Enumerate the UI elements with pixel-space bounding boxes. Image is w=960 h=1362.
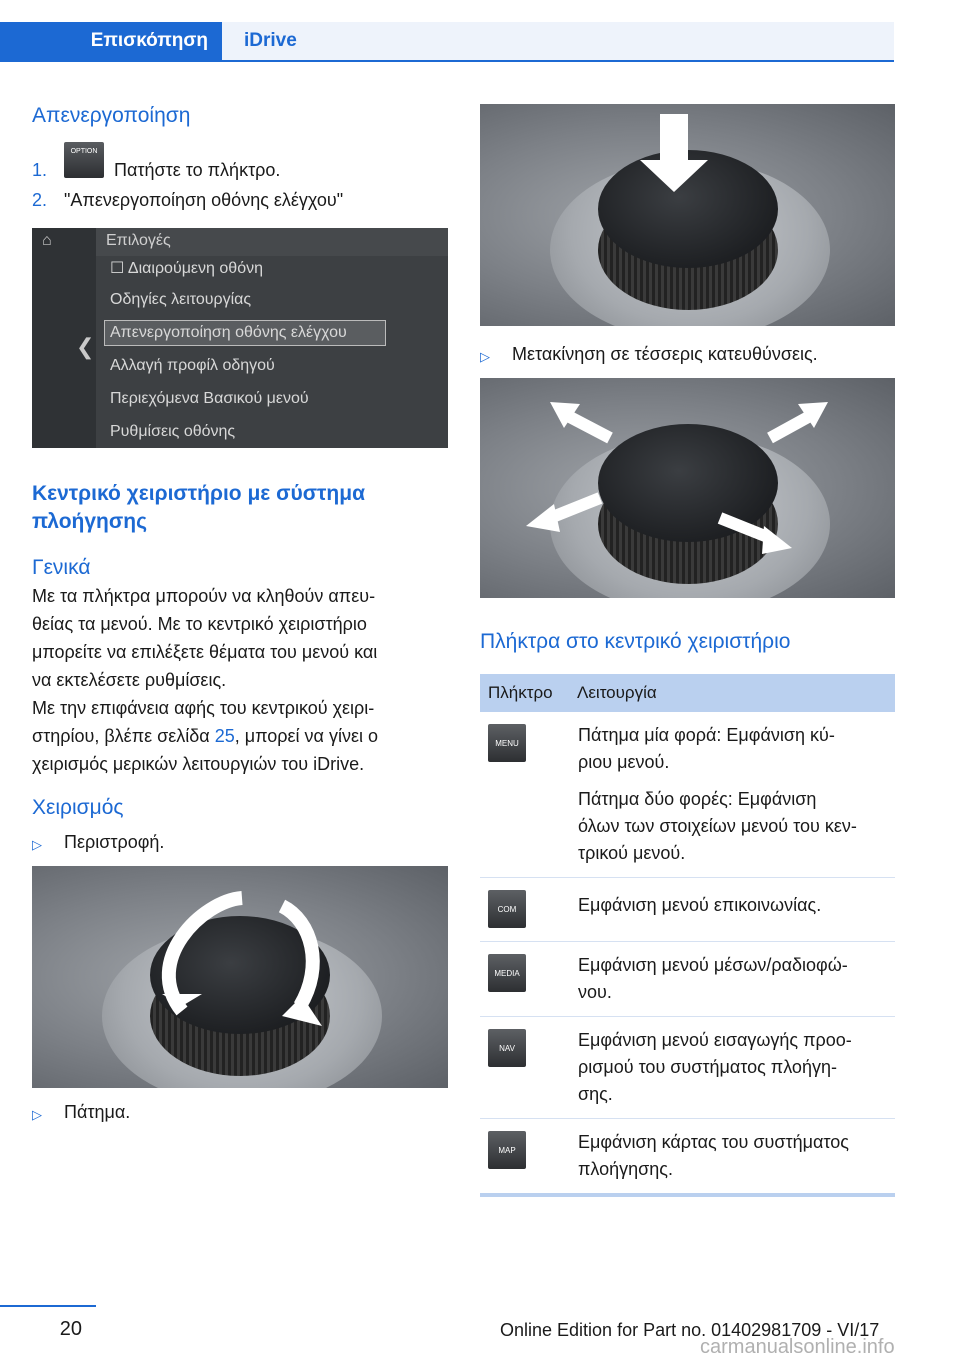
row-description: Πάτημα μία φορά: Εμφάνιση κύ- ριου μενού. Πάτημα δύο φορές: Εμφάνιση όλων των στοιχείων μενού του κεν- τρικού μενού. xyxy=(578,725,857,863)
step-number: 1. xyxy=(32,160,48,180)
menu-item-split-screen: ☐ Διαιρούμενη οθόνη xyxy=(110,260,263,277)
column-header-key: Πλήκτρο xyxy=(488,683,553,702)
menu-button-icon: MENU xyxy=(488,724,526,762)
screen-title: Επιλογές xyxy=(106,232,171,249)
menu-item-driver-profile: Αλλαγή προφίλ οδηγού xyxy=(110,357,275,374)
general-paragraph-2: Με την επιφάνεια αφής του κεντρικού χειρι- στηρίου, βλέπε σελίδα 25, μπορεί να γίνει ο χειρισμός μερικών λειτουργιών του iDrive. xyxy=(32,698,379,774)
menu-item-display-off: Απενεργοποίηση οθόνης ελέγχου xyxy=(110,324,347,341)
screen-header xyxy=(96,228,448,256)
watermark: carmanualsonline.info xyxy=(700,1336,895,1358)
nav-button-icon: NAV xyxy=(488,1029,526,1067)
step-1 xyxy=(32,142,448,182)
map-button-icon: MAP xyxy=(488,1131,526,1169)
rotate-arrows-icon xyxy=(32,866,448,1088)
table-row-com xyxy=(480,878,895,942)
media-button-icon: MEDIA xyxy=(488,954,526,992)
row-description: Εμφάνιση μενού μέσων/ραδιοφώ- νου. xyxy=(578,955,848,1002)
menu-item-display-settings: Ρυθμίσεις οθόνης xyxy=(110,423,236,440)
tab-idrive[interactable]: iDrive xyxy=(222,22,894,60)
screen-sidebar xyxy=(32,228,96,448)
keys-title: Πλήκτρα στο κεντρικό χειριστήριο xyxy=(480,630,791,653)
table-row-media xyxy=(480,942,895,1017)
edition-text: Online Edition for Part no. 01402981709 - VI/17 xyxy=(500,1320,880,1340)
page-reference-link[interactable]: 25 xyxy=(214,726,235,746)
four-direction-arrows-icon xyxy=(480,378,895,598)
com-button-icon: COM xyxy=(488,890,526,928)
section-title-deactivate: Απενεργοποίηση xyxy=(32,104,191,127)
general-title: Γενικά xyxy=(32,556,91,579)
step-text: "Απενεργοποίηση οθόνης ελέγχου" xyxy=(64,190,344,210)
menu-item-owners-manual: Οδηγίες λειτουργίας xyxy=(110,291,252,308)
row-description: Εμφάνιση μενού εισαγωγής προο- ρισμού του συστήματος πλοήγη- σης. xyxy=(578,1030,852,1104)
bullet-triangle-icon: ▷ xyxy=(480,349,490,364)
option-button-icon: OPTION xyxy=(64,142,104,178)
press-arrow-icon xyxy=(480,104,895,326)
menu-item-main-menu-content: Περιεχόμενα Βασικού μενού xyxy=(110,390,309,407)
step-number: 2. xyxy=(32,190,48,210)
controller-title: Κεντρικό χειριστήριο με σύστημα πλοήγησης xyxy=(32,482,366,533)
controller-press-image xyxy=(480,104,895,326)
keys-table xyxy=(480,674,895,1197)
controller-rotate-image xyxy=(32,866,448,1088)
controller-move-image xyxy=(480,378,895,598)
row-description: Εμφάνιση κάρτας του συστήματος πλοήγησης. xyxy=(578,1132,849,1179)
column-header-function: Λειτουργία xyxy=(577,683,657,702)
table-bottom-rule xyxy=(480,1193,895,1197)
table-row-menu xyxy=(480,712,895,878)
step-text: Πατήστε το πλήκτρο. xyxy=(114,160,281,180)
table-row-nav xyxy=(480,1017,895,1119)
top-navigation xyxy=(0,0,960,62)
operation-title: Χειρισμός xyxy=(32,796,124,819)
back-chevron-icon: ❮ xyxy=(76,334,95,359)
tab-divider xyxy=(0,60,894,62)
step-2 xyxy=(32,188,448,214)
home-icon: ⌂ xyxy=(42,232,52,249)
bullet-triangle-icon: ▷ xyxy=(32,837,42,852)
tab-overview[interactable]: Επισκόπηση xyxy=(0,22,222,60)
table-header xyxy=(480,674,895,712)
page-number: 20 xyxy=(59,1318,82,1340)
general-paragraph-1: Με τα πλήκτρα μπορούν να κληθούν απευ- θείας τα μενού. Με το κεντρικό χειριστήριο μπορείτε να επιλέξετε θέματα του μενού και να εκτελέσετε ρυθμίσεις. xyxy=(32,586,378,690)
footer-rule xyxy=(0,1305,96,1307)
options-screen-image xyxy=(32,228,448,448)
bullet-triangle-icon: ▷ xyxy=(32,1107,42,1122)
table-row-map xyxy=(480,1119,895,1193)
row-description: Εμφάνιση μενού επικοινωνίας. xyxy=(578,895,822,915)
